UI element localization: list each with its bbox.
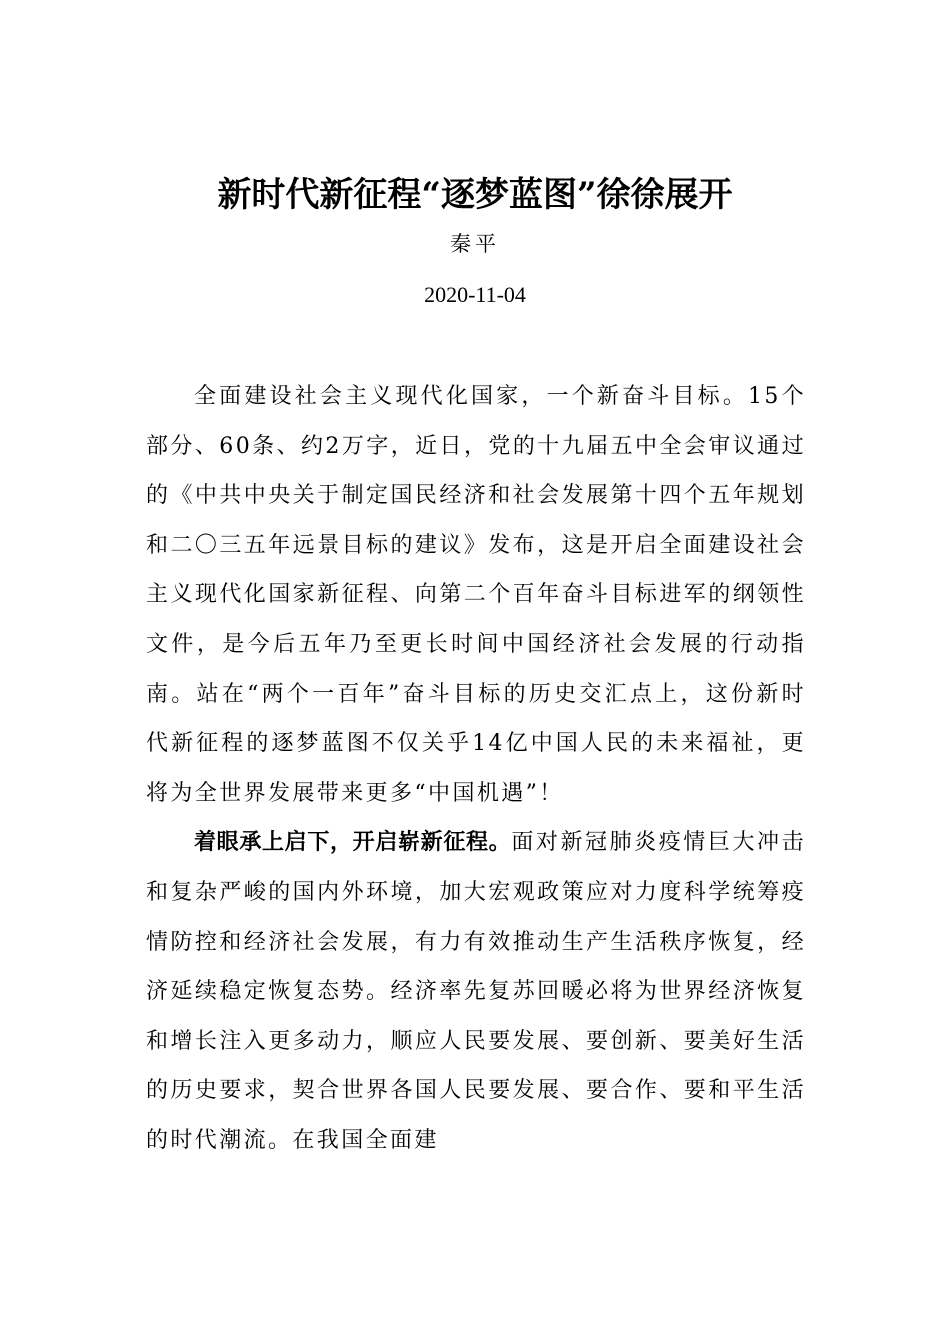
paragraph-1 [146,372,806,818]
author-name: 秦平 [450,232,500,256]
paragraph-text: 面对新冠肺炎疫情巨大冲击和复杂严峻的国内外环境，加大宏观政策应对力度科学统筹疫情防控和经济社会发展，有力有效推动生产生活秩序恢复，经济延续稳定恢复态势。经济率先复苏回暖必将为世界经济恢复和增长注入更多动力，顺应人民要发展、要创新、要美好生活的历史要求，契合世界各国人民要发展、要合作、要和平生活的时代潮流。在我国全面建 [146,830,806,1153]
article-body [146,372,806,1166]
paragraph-text: 全面建设社会主义现代化国家，一个新奋斗目标。15个部分、60条、约2万字，近日，党的十九届五中全会审议通过的《中共中央关于制定国民经济和社会发展第十四个五年规划和二〇三五年远景目标的建议》发布，这是开启全面建设社会主义现代化国家新征程、向第二个百年奋斗目标进军的纲领性文件，是今后五年乃至更长时间中国经济社会发展的行动指南。站在“两个一百年”奋斗目标的历史交汇点上，这份新时代新征程的逐梦蓝图不仅关乎14亿中国人民的未来福祉，更将为全世界发展带来更多“中国机遇”！ [146,384,806,806]
paragraph-2 [146,818,806,1165]
paragraph-lead: 着眼承上启下，开启崭新征程。 [194,829,512,856]
document-title: 新时代新征程“逐梦蓝图”徐徐展开 [217,175,733,215]
publish-date: 2020-11-04 [424,282,526,307]
